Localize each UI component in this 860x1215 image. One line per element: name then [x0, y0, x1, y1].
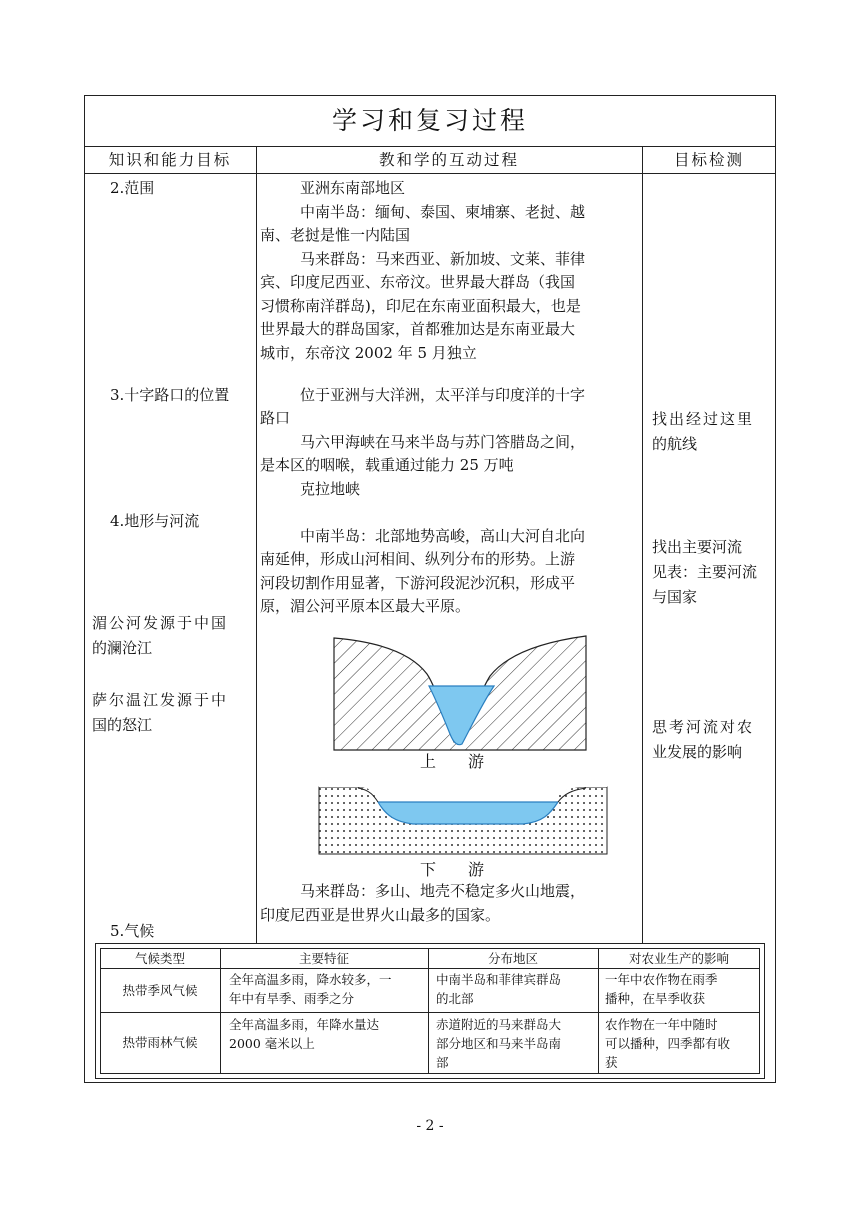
- climate-row2-type: 热带雨林气候: [122, 1035, 198, 1050]
- climate-row1-feature-line1: 全年高温多雨，降水较多，一: [229, 972, 392, 987]
- climate-row1-impact-line2: 播种，在旱季收获: [605, 991, 706, 1006]
- right-routes-line1: 找出经过这里: [652, 410, 755, 428]
- climate-header-impact: 对农业生产的影响: [628, 951, 729, 966]
- climate-row1-region-line2: 的北部: [436, 991, 474, 1006]
- climate-row2-feature-line1: 全年高温多雨，年降水量达: [229, 1017, 380, 1032]
- climate-row2-impact-line1: 农作物在一年中随时: [605, 1017, 718, 1032]
- table-border-top: [84, 95, 776, 96]
- upstream-label: 上 游: [420, 752, 485, 771]
- mid-line-p3c: 习惯称南洋群岛)，印尼在东南亚面积最大，也是: [260, 297, 581, 315]
- right-routes-line2: 的航线: [652, 435, 698, 453]
- climate-header-feature: 主要特征: [298, 951, 349, 966]
- right-think-line2: 业发展的影响: [652, 743, 743, 761]
- downstream-plain-diagram: [318, 786, 608, 856]
- left-climate: 5.气候: [110, 922, 155, 940]
- climate-row2-region-line3: 部: [436, 1055, 449, 1070]
- climate-header-type: 气候类型: [134, 951, 185, 966]
- mid-line-p5b: 是本区的咽喉，载重通过能力 25 万吨: [260, 456, 514, 474]
- right-rivers-line1: 找出主要河流: [652, 538, 743, 556]
- left-crossroads: 3.十字路口的位置: [110, 386, 230, 404]
- left-range: 2.范围: [110, 179, 155, 197]
- left-salween-line1: 萨尔温江发源于中: [92, 691, 229, 709]
- header-check: 目标检测: [673, 151, 744, 169]
- climate-header-region: 分布地区: [487, 951, 538, 966]
- right-rivers-line2: 见表：主要河流: [652, 563, 758, 581]
- left-mekong-line2: 的澜沧江: [92, 639, 153, 657]
- header-objectives: 知识和能力目标: [108, 151, 232, 169]
- climate-row1-region-line1: 中南半岛和菲律宾群岛: [436, 972, 562, 987]
- mid-line-p7c: 河段切割作用显著，下游河段泥沙沉积，形成平: [260, 574, 576, 592]
- header-process: 教和学的互动过程: [378, 151, 519, 169]
- mid-line-p6: 克拉地峡: [300, 480, 361, 498]
- mid-line-p7b: 南延伸，形成山河相间、纵列分布的形势。上游: [260, 550, 576, 568]
- mid-line-p7a: 中南半岛：北部地势高峻，高山大河自北向: [300, 527, 586, 545]
- mid-line-p3d: 世界最大的群岛国家，首都雅加达是东南亚最大: [260, 320, 576, 338]
- mid-line-p1: 亚洲东南部地区: [300, 179, 406, 197]
- right-rivers-line3: 与国家: [652, 588, 698, 606]
- climate-row-divider-2: [100, 1012, 760, 1013]
- mid-line-p7d: 原，湄公河平原本区最大平原。: [260, 597, 471, 615]
- mid-line-p3b: 宾、印度尼西亚、东帝汶。世界最大群岛（我国: [260, 273, 576, 291]
- climate-row1-impact-line1: 一年中农作物在雨季: [605, 972, 718, 987]
- page-title: 学习和复习过程: [331, 106, 528, 135]
- mid-line-p2b: 南、老挝是惟一内陆国: [260, 226, 411, 244]
- climate-row2-impact-line2: 可以播种，四季都有收: [605, 1036, 731, 1051]
- mid-line-p4a: 位于亚洲与大洋洲，太平洋与印度洋的十字: [300, 386, 586, 404]
- page-number: - 2 -: [416, 1118, 444, 1134]
- mid-line-p3a: 马来群岛：马来西亚、新加坡、文莱、菲律: [300, 250, 586, 268]
- mid-line-p3e: 城市，东帝汶 2002 年 5 月独立: [260, 344, 477, 362]
- upstream-valley-diagram: [332, 634, 588, 752]
- mid-line-p4b: 路口: [260, 409, 291, 427]
- climate-row2-feature-line2: 2000 毫米以上: [229, 1036, 315, 1051]
- left-salween-line2: 国的怒江: [92, 716, 153, 734]
- column-divider-1: [256, 146, 257, 943]
- mid-line-p2a: 中南半岛：缅甸、泰国、柬埔寨、老挝、越: [300, 203, 586, 221]
- climate-row-divider-1: [100, 968, 760, 969]
- climate-row1-type: 热带季风气候: [122, 983, 198, 998]
- mid-line-p8b: 印度尼西亚是世界火山最多的国家。: [260, 906, 501, 924]
- table-border-bottom: [84, 1082, 776, 1083]
- climate-row1-feature-line2: 年中有旱季、雨季之分: [229, 991, 355, 1006]
- table-border-right: [775, 95, 776, 1083]
- left-mekong-line1: 湄公河发源于中国: [92, 614, 229, 632]
- climate-row2-region-line1: 赤道附近的马来群岛大: [436, 1017, 562, 1032]
- mid-line-p5a: 马六甲海峡在马来半岛与苏门答腊岛之间，: [300, 433, 586, 451]
- header-divider: [84, 173, 776, 174]
- climate-row2-region-line2: 部分地区和马来半岛南: [436, 1036, 562, 1051]
- climate-row2-impact-line3: 获: [605, 1055, 618, 1070]
- downstream-label: 下 游: [420, 860, 485, 879]
- table-border-left: [84, 95, 85, 1083]
- mid-line-p8a: 马来群岛：多山、地壳不稳定多火山地震，: [300, 882, 586, 900]
- left-terrain: 4.地形与河流: [110, 512, 200, 530]
- right-think-line1: 思考河流对农: [652, 718, 755, 736]
